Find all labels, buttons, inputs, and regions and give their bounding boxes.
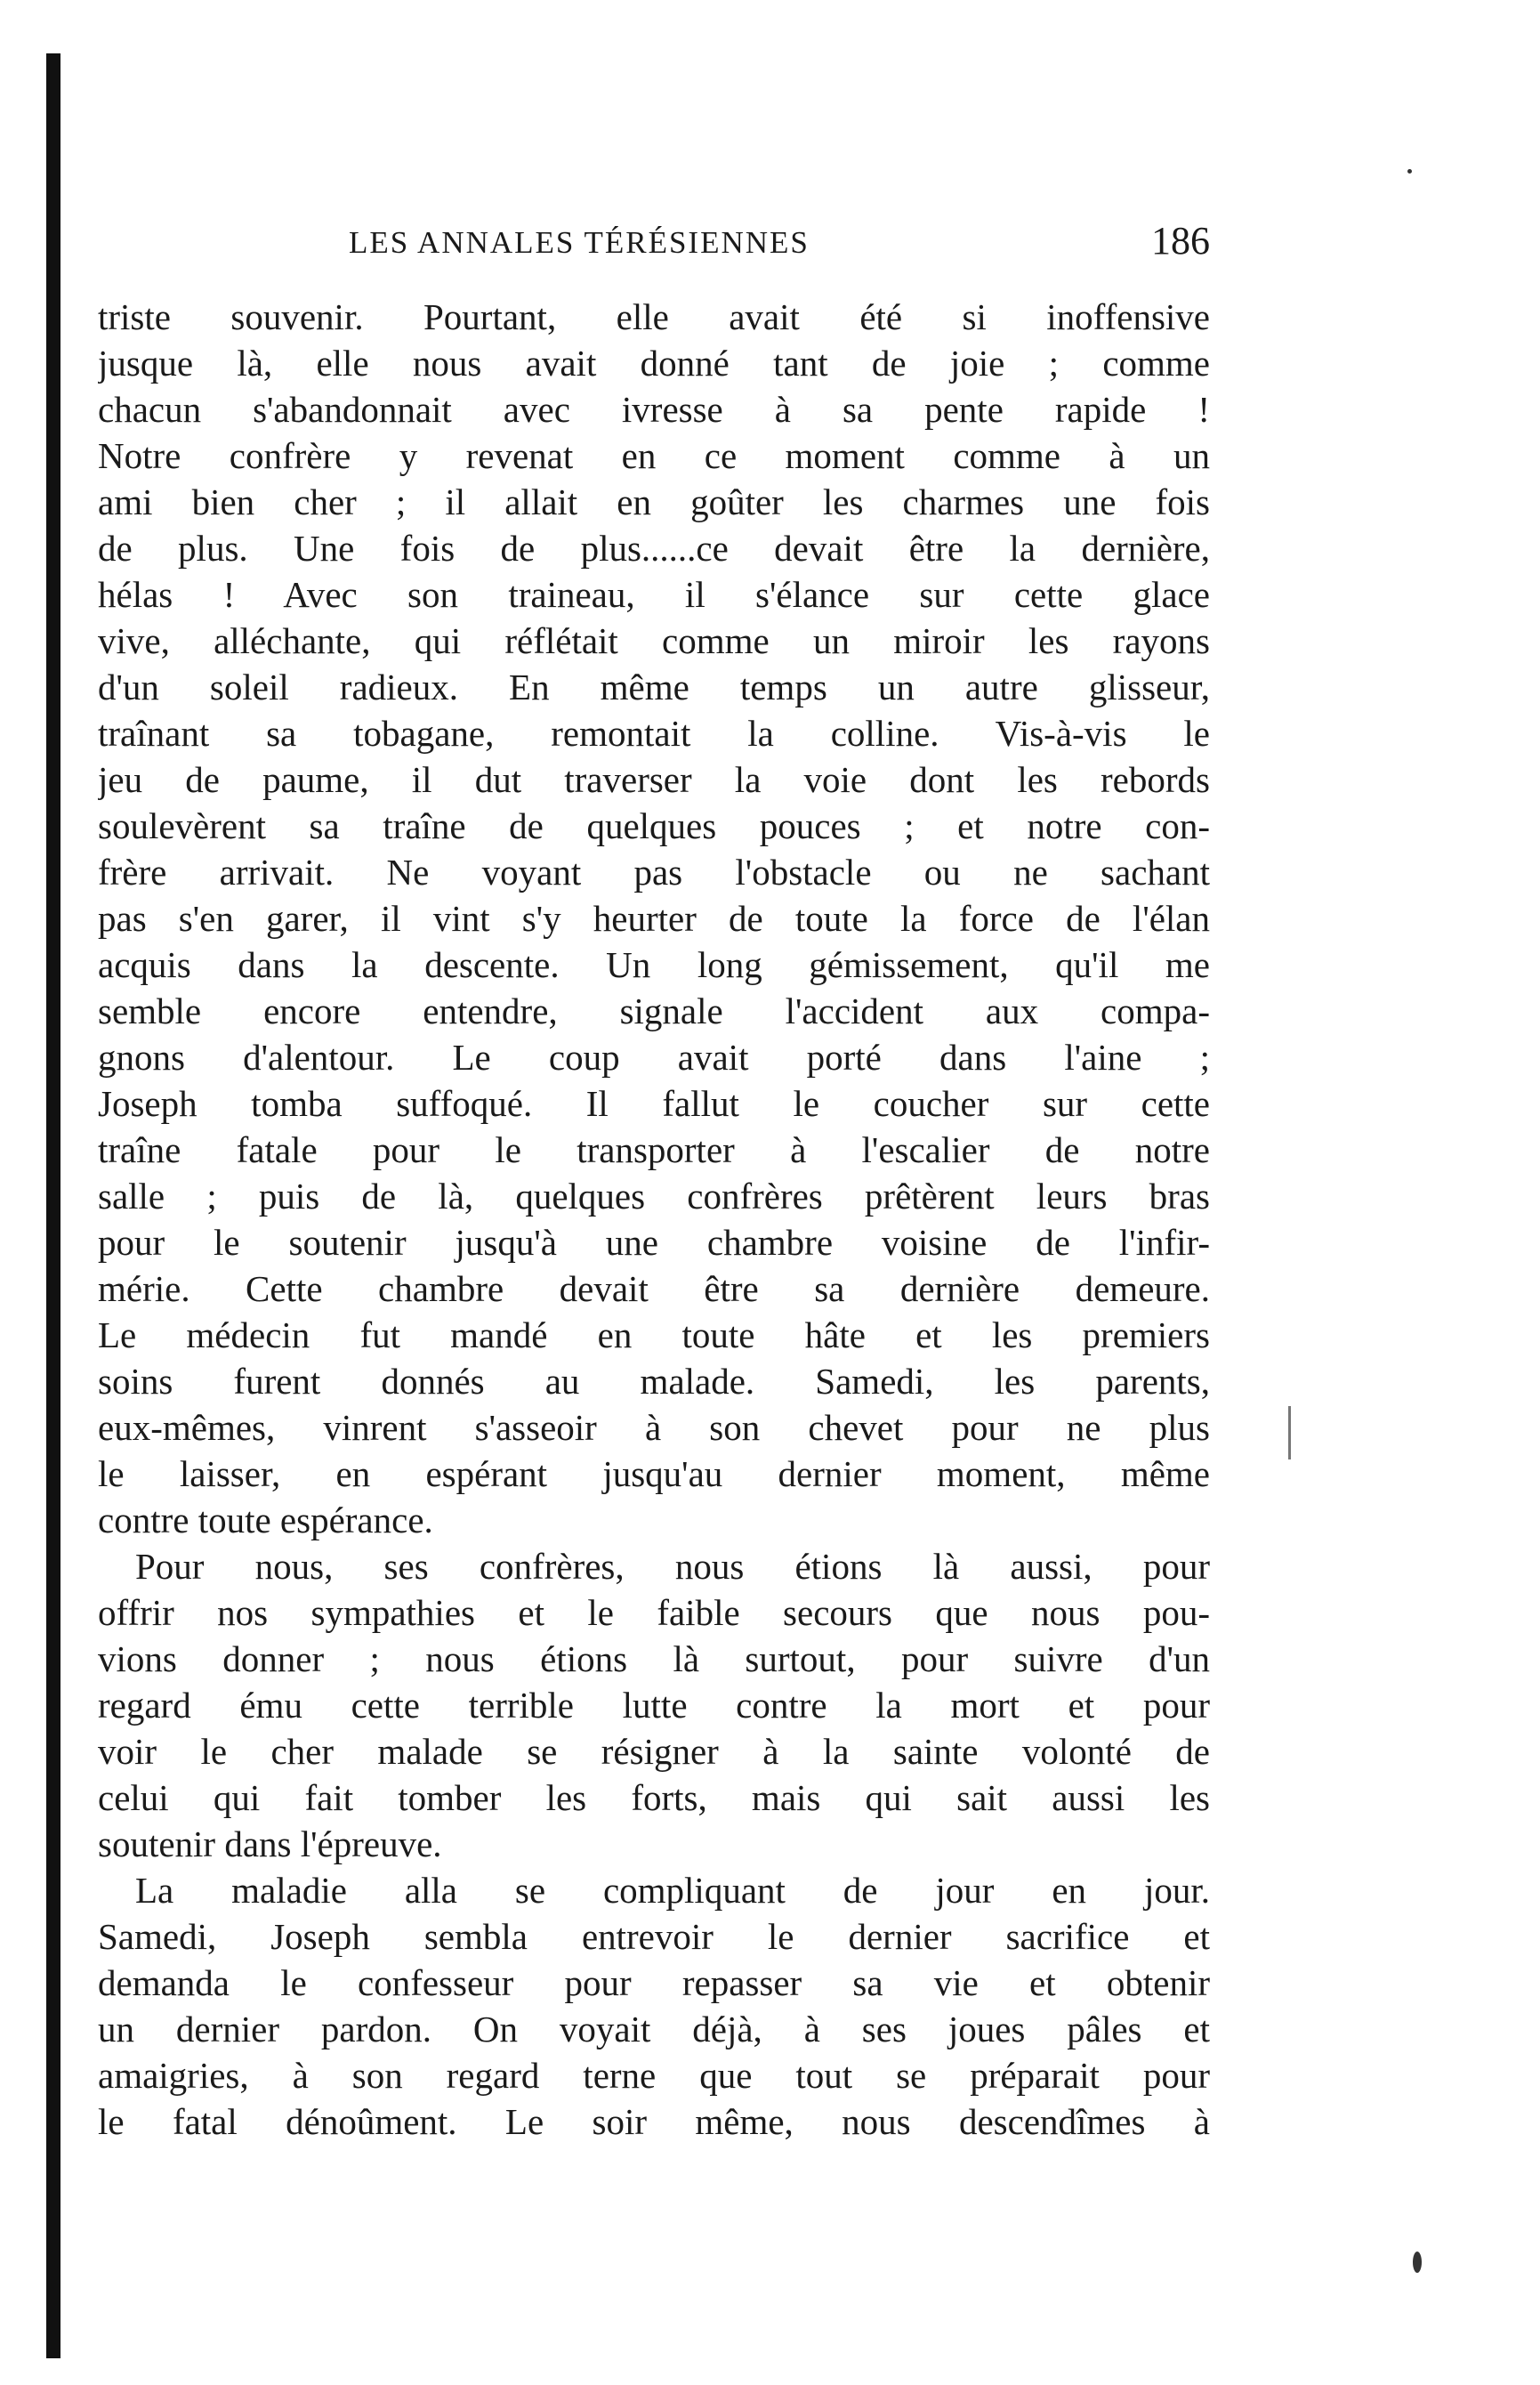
text-line: vions donner ; nous étions là surtout, pour suivre d'un: [98, 1638, 1210, 1679]
text-line: ami bien cher ; il allait en goûter les charmes une fois: [98, 481, 1210, 522]
paragraph: [98, 1543, 1210, 1867]
text-line: regard ému cette terrible lutte contre la mort et pour: [98, 1685, 1210, 1726]
text-line: voir le cher malade se résigner à la sainte volonté de: [98, 1731, 1210, 1772]
running-title: LES ANNALES TÉRÉSIENNES: [349, 225, 810, 260]
text-line: amaigries, à son regard terne que tout se préparait pour: [98, 2055, 1210, 2096]
body-text: [98, 294, 1210, 2145]
scan-speck: [1413, 2252, 1422, 2273]
text-line: Pour nous, ses confrères, nous étions là aussi, pour: [135, 1546, 1210, 1587]
text-line: pas s'en garer, il vint s'y heurter de toute la force de l'élan: [98, 898, 1210, 939]
text-line: de plus. Une fois de plus......ce devait être la dernière,: [98, 528, 1210, 569]
text-line: pour le soutenir jusqu'à une chambre voisine de l'infir-: [98, 1222, 1210, 1263]
text-line: salle ; puis de là, quelques confrères prêtèrent leurs bras: [98, 1176, 1210, 1217]
text-line: semble encore entendre, signale l'accident aux compa-: [98, 990, 1210, 1031]
text-line: d'un soleil radieux. En même temps un autre glisseur,: [98, 667, 1210, 707]
text-line: triste souvenir. Pourtant, elle avait été si inoffensive: [98, 296, 1210, 337]
text-line: mérie. Cette chambre devait être sa dernière demeure.: [98, 1268, 1210, 1309]
text-line: Samedi, Joseph sembla entrevoir le dernier sacrifice et: [98, 1916, 1210, 1957]
text-line: Notre confrère y revenat en ce moment comme à un: [98, 435, 1210, 476]
text-line: frère arrivait. Ne voyant pas l'obstacle ou ne sachant: [98, 852, 1210, 893]
text-line: traînant sa tobagane, remontait la colline. Vis-à-vis le: [98, 713, 1210, 754]
scan-speck: [1407, 169, 1412, 174]
text-line: La maladie alla se compliquant de jour en jour.: [135, 1870, 1210, 1911]
text-line: gnons d'alentour. Le coup avait porté dans l'aine ;: [98, 1037, 1210, 1078]
scan-speck: [1288, 1406, 1291, 1459]
page-header: [98, 218, 1210, 271]
text-line: vive, alléchante, qui réflétait comme un miroir les rayons: [98, 620, 1210, 661]
text-line: le fatal dénoûment. Le soir même, nous descendîmes à: [98, 2101, 1210, 2142]
page-number: 186: [1151, 219, 1210, 263]
text-line: jusque là, elle nous avait donné tant de joie ; comme: [98, 343, 1210, 384]
text-line: un dernier pardon. On voyait déjà, à ses joues pâles et: [98, 2009, 1210, 2049]
text-line: celui qui fait tomber les forts, mais qui sait aussi les: [98, 1777, 1210, 1818]
text-line: soulevèrent sa traîne de quelques pouces ; et notre con-: [98, 805, 1210, 846]
text-line: jeu de paume, il dut traverser la voie dont les rebords: [98, 759, 1210, 800]
book-binding-edge: [46, 53, 60, 2358]
text-line: soutenir dans l'épreuve.: [98, 1823, 442, 1864]
text-line: contre toute espérance.: [98, 1500, 433, 1540]
text-line: Le médecin fut mandé en toute hâte et les premiers: [98, 1314, 1210, 1355]
paragraph: [98, 294, 1210, 1543]
text-line: demanda le confesseur pour repasser sa vie et obtenir: [98, 1962, 1210, 2003]
text-line: offrir nos sympathies et le faible secours que nous pou-: [98, 1592, 1210, 1633]
text-line: hélas ! Avec son traineau, il s'élance sur cette glace: [98, 574, 1210, 615]
text-line: eux-mêmes, vinrent s'asseoir à son chevet pour ne plus: [98, 1407, 1210, 1448]
text-line: le laisser, en espérant jusqu'au dernier moment, même: [98, 1453, 1210, 1494]
text-line: traîne fatale pour le transporter à l'escalier de notre: [98, 1129, 1210, 1170]
text-line: Joseph tomba suffoqué. Il fallut le coucher sur cette: [98, 1083, 1210, 1124]
paragraph: [98, 1867, 1210, 2145]
text-line: soins furent donnés au malade. Samedi, les parents,: [98, 1361, 1210, 1402]
text-line: acquis dans la descente. Un long gémissement, qu'il me: [98, 944, 1210, 985]
text-line: chacun s'abandonnait avec ivresse à sa pente rapide !: [98, 389, 1210, 430]
